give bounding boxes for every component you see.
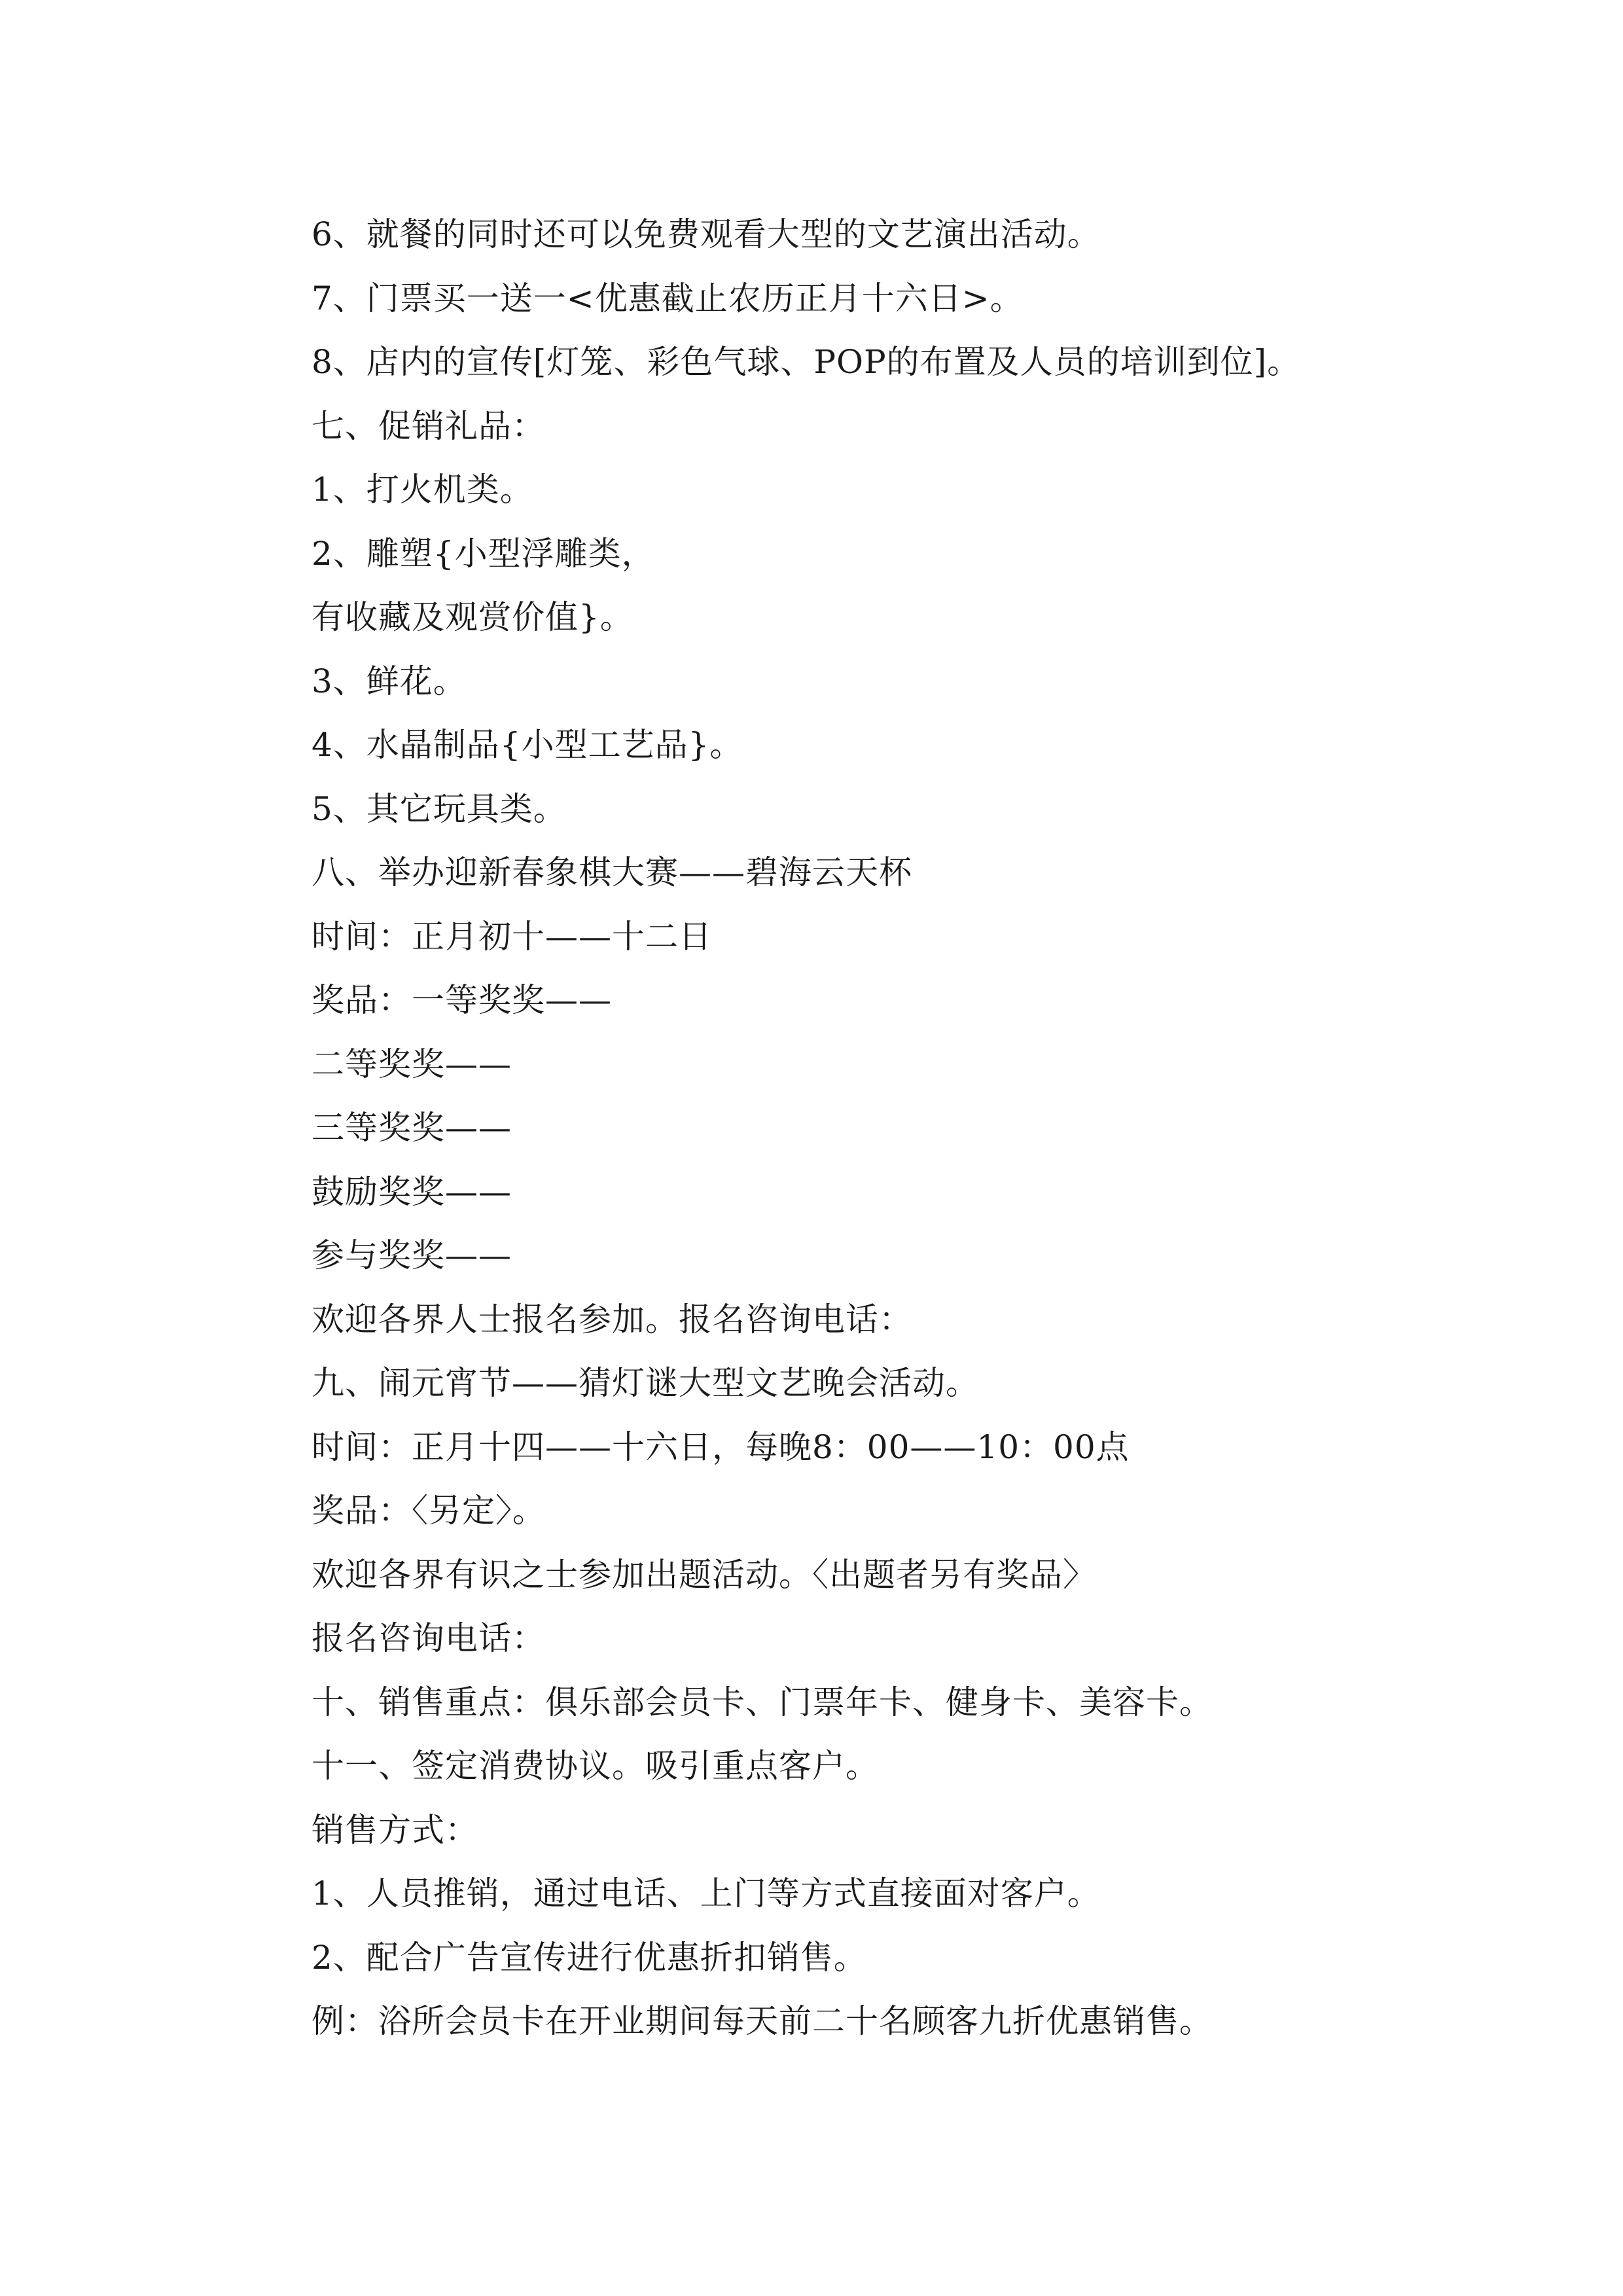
text-line-15: 三等奖奖—— xyxy=(312,1109,512,1147)
text-line-14: 二等奖奖—— xyxy=(312,1045,512,1083)
text-line-16: 鼓励奖奖—— xyxy=(312,1172,512,1211)
text-line-18: 欢迎各界人士报名参加。报名咨询电话： xyxy=(312,1300,912,1338)
text-line-21: 奖品：〈另定〉。 xyxy=(312,1492,546,1530)
text-line-6: 2、雕塑{小型浮雕类， xyxy=(312,534,655,573)
text-line-7: 有收藏及观赏价值}。 xyxy=(312,598,633,636)
text-line-5: 1、打火机类。 xyxy=(312,471,533,509)
text-line-13: 奖品：一等奖奖—— xyxy=(312,981,612,1019)
text-line-8: 3、鲜花。 xyxy=(312,662,467,700)
text-line-22: 欢迎各界有识之士参加出题活动。〈出题者另有奖品〉 xyxy=(312,1555,1096,1594)
text-line-3: 8、店内的宣传[灯笼、彩色气球、POP的布置及人员的培训到位]。 xyxy=(312,343,1301,381)
text-line-2: 7、门票买一送一<优惠截止农历正月十六日>。 xyxy=(312,279,1024,317)
text-line-27: 1、人员推销，通过电话、上门等方式直接面对客户。 xyxy=(312,1874,1101,1912)
text-line-9: 4、水晶制品{小型工艺品}。 xyxy=(312,726,743,764)
document-body xyxy=(312,203,1385,2054)
text-line-20: 时间：正月十四——十六日，每晚8：00——10：00点 xyxy=(312,1427,1130,1466)
text-line-26: 销售方式： xyxy=(312,1810,478,1849)
text-line-1: 6、就餐的同时还可以免费观看大型的文艺演出活动。 xyxy=(312,215,1101,253)
text-line-10: 5、其它玩具类。 xyxy=(312,789,567,828)
text-line-23: 报名咨询电话： xyxy=(312,1619,545,1657)
section-heading-gifts: 七、促销礼品： xyxy=(312,406,545,445)
text-line-12: 时间：正月初十——十二日 xyxy=(312,917,712,956)
text-line-28: 2、配合广告宣传进行优惠折扣销售。 xyxy=(312,1938,867,1977)
text-line-17: 参与奖奖—— xyxy=(312,1236,512,1274)
text-line-29: 例：浴所会员卡在开业期间每天前二十名顾客九折优惠销售。 xyxy=(312,2002,1213,2040)
section-heading-agreement: 十一、签定消费协议。吸引重点客户。 xyxy=(312,1747,879,1785)
section-heading-lantern: 九、闹元宵节——猜灯谜大型文艺晚会活动。 xyxy=(312,1364,979,1402)
section-heading-chess: 八、举办迎新春象棋大赛——碧海云天杯 xyxy=(312,853,912,891)
section-heading-sales-focus: 十、销售重点：俱乐部会员卡、门票年卡、健身卡、美容卡。 xyxy=(312,1683,1213,1721)
